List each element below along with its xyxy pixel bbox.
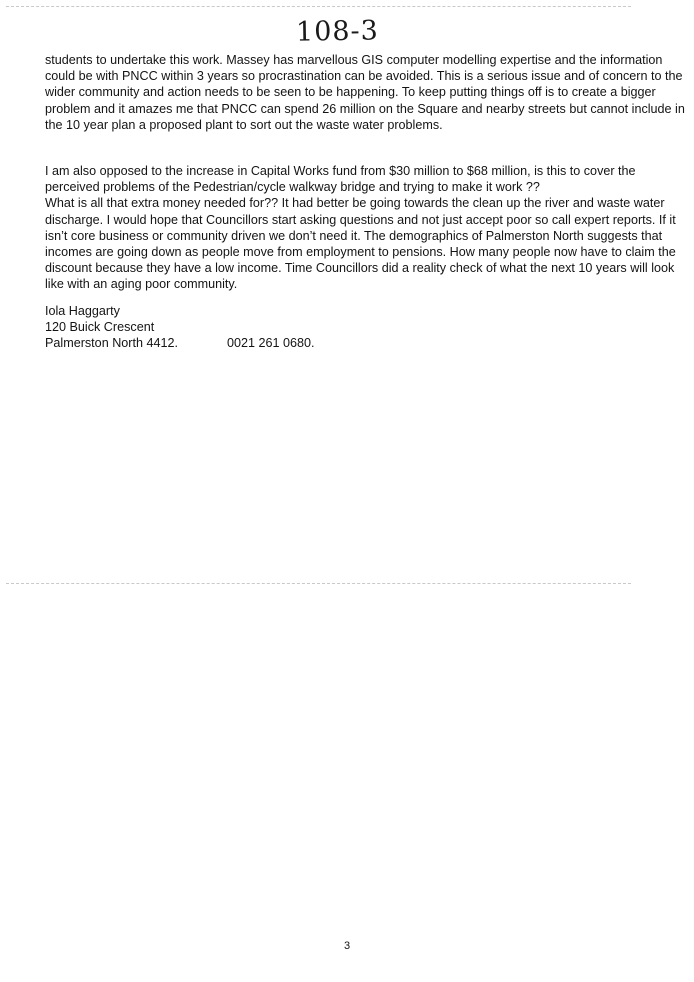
paragraph-line: perceived problems of the Pedestrian/cycle walkway bridge and trying to make it work ?? [45, 180, 540, 195]
paragraph-1 [45, 52, 685, 133]
page-number: 3 [343, 940, 351, 952]
paragraph-line: discharge. I would hope that Councillors start asking questions and not just accept poor so call expert reports. If it [45, 212, 676, 227]
paragraph-line: like with an aging poor community. [45, 277, 238, 292]
signature-city: Palmerston North 4412. [45, 336, 179, 351]
paragraph-line: wider community and action needs to be seen to be happening. To keep putting things off is to create a bigger [45, 85, 656, 100]
handwritten-reference-number: 108-3 [295, 15, 380, 48]
paragraph-line: problem and it amazes me that PNCC can spend 26 million on the Square and nearby streets but cannot include in [45, 101, 685, 116]
signature-phone: 0021 261 0680. [227, 336, 315, 351]
paragraph-line: What is all that extra money needed for?? It had better be going towards the clean up the river and waste water [45, 196, 665, 211]
paragraph-line: discount because they have a low income. Time Councillors did a reality check of what the next 10 years will look [45, 261, 675, 276]
paragraph-line: the 10 year plan a proposed plant to sort out the waste water problems. [45, 117, 443, 132]
paragraph-line: students to undertake this work. Massey has marvellous GIS computer modelling expertise and the information [45, 53, 663, 67]
paragraph-line: isn’t core business or community driven we don’t need it. The demographics of Palmerston North suggests that [45, 228, 663, 243]
scan-edge-top [6, 6, 631, 7]
paragraph-line: incomes are going down as people move from employment to pensions. How many people now have to claim the [45, 245, 676, 260]
paragraph-2 [45, 163, 676, 293]
signature-block [45, 303, 315, 352]
signature-street: 120 Buick Crescent [45, 320, 155, 335]
signature-name: Iola Haggarty [45, 304, 120, 318]
paragraph-line: could be with PNCC within 3 years so procrastination can be avoided. This is a serious issue and of concern to the [45, 69, 683, 84]
scan-edge-fold [6, 583, 631, 584]
paragraph-line: I am also opposed to the increase in Capital Works fund from $30 million to $68 million, is this to cover the [45, 164, 636, 178]
